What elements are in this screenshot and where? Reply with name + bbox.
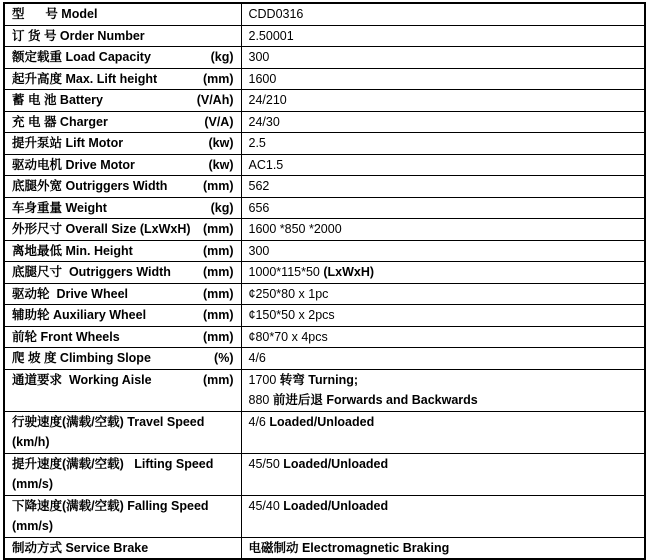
spec-value-cell: 45/40 Loaded/Unloaded [241, 495, 645, 537]
spec-value-cell: 24/30 [241, 111, 645, 133]
spec-label-cell [4, 3, 241, 25]
spec-label-cell [4, 133, 241, 155]
spec-label: 蓄 电 池 Battery [12, 93, 103, 107]
spec-label: 爬 坡 度 Climbing Slope [12, 351, 151, 365]
spec-label: 额定载重 Load Capacity [12, 50, 151, 64]
table-row [4, 25, 645, 47]
spec-unit: (kw) [208, 157, 234, 172]
spec-unit: (mm) [202, 179, 234, 193]
spec-unit: (kw) [208, 136, 234, 150]
spec-label-cell [4, 326, 241, 348]
table-row [4, 348, 645, 370]
spec-value-cell: 电磁制动 Electromagnetic Braking [241, 537, 645, 559]
spec-unit: (mm) [202, 222, 234, 236]
spec-label-cell [4, 495, 241, 537]
spec-value-cell: 656 [241, 197, 645, 219]
spec-label: 起升高度 Max. Lift height [12, 71, 158, 86]
table-row [4, 111, 645, 133]
table-row [4, 453, 645, 495]
table-row [4, 90, 645, 112]
table-row [4, 3, 645, 25]
table-row [4, 411, 645, 453]
spec-label: 辅助轮 Auxiliary Wheel [12, 308, 147, 322]
spec-label: 通道要求 Working Aisle [12, 372, 152, 387]
spec-value-cell: ¢250*80 x 1pc [241, 283, 645, 305]
spec-label: 底腿尺寸 Outriggers Width [12, 265, 171, 279]
spec-label-cell [4, 47, 241, 69]
spec-label-cell [4, 348, 241, 370]
spec-label-cell [4, 305, 241, 327]
spec-label: 型 号 Model [12, 7, 98, 21]
spec-unit: (%) [214, 351, 234, 365]
spec-label: 驱动轮 Drive Wheel [12, 286, 128, 301]
spec-label: 充 电 器 Charger [12, 114, 108, 129]
spec-value-cell: 562 [241, 176, 645, 198]
spec-unit: (kg) [210, 200, 234, 215]
table-row [4, 197, 645, 219]
table-row [4, 133, 645, 155]
spec-label-cell [4, 176, 241, 198]
spec-unit: (mm) [202, 265, 234, 279]
spec-label-cell [4, 68, 241, 90]
spec-label-cell [4, 111, 241, 133]
spec-unit: (V/A) [204, 114, 234, 129]
spec-label-cell [4, 453, 241, 495]
table-row [4, 537, 645, 559]
spec-value-cell: 45/50 Loaded/Unloaded [241, 453, 645, 495]
spec-label: 前轮 Front Wheels [12, 329, 120, 344]
spec-value-cell: 300 [241, 47, 645, 69]
spec-value-cell: 4/6 [241, 348, 645, 370]
table-row [4, 326, 645, 348]
table-row [4, 176, 645, 198]
spec-label-cell [4, 25, 241, 47]
spec-label: 底腿外宽 Outriggers Width [12, 179, 168, 193]
spec-label: 提升泵站 Lift Motor [12, 136, 124, 150]
spec-value-cell: CDD0316 [241, 3, 645, 25]
spec-unit: (V/Ah) [196, 93, 234, 107]
table-row [4, 219, 645, 241]
spec-label: 行驶速度(满载/空载) Travel Speed (km/h) [12, 414, 208, 449]
spec-label: 订 货 号 Order Number [12, 28, 145, 43]
spec-unit: (mm) [202, 71, 234, 86]
spec-value-cell: 1700 转弯 Turning; 880 前进后退 Forwards and Backwards [241, 369, 645, 411]
spec-value-cell: ¢80*70 x 4pcs [241, 326, 645, 348]
spec-value-cell: 4/6 Loaded/Unloaded [241, 411, 645, 453]
spec-label-cell [4, 262, 241, 284]
spec-value-cell: 300 [241, 240, 645, 262]
spec-label-cell [4, 219, 241, 241]
spec-value-cell: 1600 [241, 68, 645, 90]
spec-value-cell: 2.5 [241, 133, 645, 155]
spec-label: 制动方式 Service Brake [12, 540, 149, 555]
table-row [4, 47, 645, 69]
spec-table-body [4, 3, 645, 559]
spec-value-cell: 1000*115*50 (LxWxH) [241, 262, 645, 284]
spec-unit: (mm) [202, 329, 234, 344]
spec-label-cell [4, 369, 241, 411]
spec-label-cell [4, 283, 241, 305]
table-row [4, 305, 645, 327]
spec-unit: (kg) [210, 50, 234, 64]
spec-label: 提升速度(满载/空载) Lifting Speed (mm/s) [12, 456, 214, 491]
spec-unit: (mm) [202, 286, 234, 301]
spec-unit: (mm) [202, 372, 234, 387]
table-row [4, 262, 645, 284]
table-row [4, 369, 645, 411]
spec-label: 离地最低 Min. Height [12, 243, 133, 258]
spec-value-cell: 2.50001 [241, 25, 645, 47]
spec-value-cell: ¢150*50 x 2pcs [241, 305, 645, 327]
table-row [4, 283, 645, 305]
spec-unit: (mm) [202, 308, 234, 322]
spec-label: 下降速度(满载/空载) Falling Speed (mm/s) [12, 498, 209, 533]
spec-label-cell [4, 411, 241, 453]
table-row [4, 68, 645, 90]
spec-label-cell [4, 240, 241, 262]
spec-label: 驱动电机 Drive Motor [12, 157, 135, 172]
spec-label-cell [4, 197, 241, 219]
spec-label-cell [4, 154, 241, 176]
spec-value-cell: 1600 *850 *2000 [241, 219, 645, 241]
table-row [4, 154, 645, 176]
table-row [4, 495, 645, 537]
spec-value-cell: 24/210 [241, 90, 645, 112]
spec-label: 外形尺寸 Overall Size (LxWxH) [12, 222, 191, 236]
spec-label: 车身重量 Weight [12, 200, 107, 215]
spec-label-cell [4, 537, 241, 559]
spec-table [3, 2, 646, 560]
spec-label-cell [4, 90, 241, 112]
table-row [4, 240, 645, 262]
spec-unit: (mm) [202, 243, 234, 258]
spec-value-cell: AC1.5 [241, 154, 645, 176]
